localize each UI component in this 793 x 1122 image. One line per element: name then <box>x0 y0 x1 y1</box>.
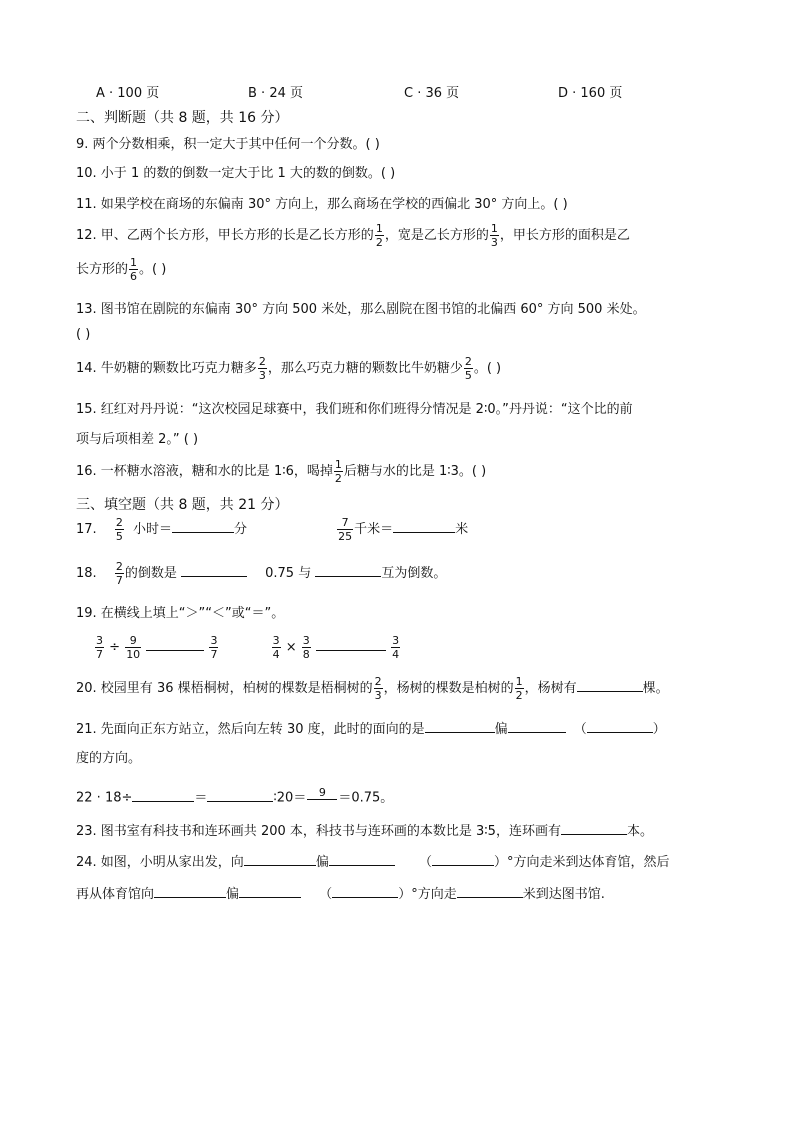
answer-blank[interactable] <box>425 720 495 733</box>
question-12-line2: 长方形的 $\frac{1}{6}$ 。( ) <box>76 256 167 283</box>
question-12-line1: 12. 甲、乙两个长方形，甲长方形的长是乙长方形的 $\frac{1}{2}$ ，宽是乙长方形的 $\frac{1}{3}$ ，甲长方形的面积是乙 <box>76 222 630 249</box>
fraction: $\frac{1}{2}$ <box>375 222 383 249</box>
question-18: 18. $\frac{2}{7}$ 的倒数是 0.75 与 互为倒数。 <box>76 560 447 587</box>
fraction: $\frac{1}{2}$ <box>515 675 523 702</box>
answer-blank[interactable] <box>508 720 566 733</box>
question-21-line2: 度的方向。 <box>76 751 142 766</box>
question-13-line2: ( ) <box>76 327 91 342</box>
fraction: $\frac{3}{8}$ <box>302 634 310 661</box>
question-15-line2: 项与后项相差 2。” ( ) <box>76 432 199 447</box>
section-title-judgement: 二、判断题（共 8 题，共 16 分） <box>76 110 289 126</box>
option-b[interactable]: B · 24 页 <box>248 86 303 101</box>
fraction: $\frac{9}{10}$ <box>126 634 141 661</box>
question-21-line1: 21. 先面向正东方站立，然后向左转 30 度，此时的面向的是 偏 （ ） <box>76 722 666 737</box>
answer-blank[interactable] <box>315 564 381 577</box>
question-23: 23. 图书室有科技书和连环画共 200 本，科技书与连环画的本数比是 3∶5，连环画有 本。 <box>76 824 653 839</box>
answer-blank[interactable] <box>181 564 247 577</box>
question-10: 10. 小于 1 的数的倒数一定大于比 1 大的数的倒数。( ) <box>76 166 396 181</box>
section-title-fill-in: 三、填空题（共 8 题，共 21 分） <box>76 497 289 513</box>
question-11: 11. 如果学校在商场的东偏南 30° 方向上，那么商场在学校的西偏北 30° 方向上。( ) <box>76 197 568 212</box>
question-19-line1: 19. 在横线上填上“＞”“＜”或“＝”。 <box>76 606 285 621</box>
fraction: $\frac{3}{4}$ <box>272 634 280 661</box>
fraction: $\frac{1}{2}$ <box>334 458 342 485</box>
fraction: $\frac{2}{5}$ <box>464 355 472 382</box>
answer-blank[interactable] <box>316 638 386 651</box>
fraction: $\frac{2}{3}$ <box>258 355 266 382</box>
answer-blank[interactable] <box>432 853 494 866</box>
answer-blank[interactable] <box>132 789 194 802</box>
fraction: $\frac{2}{7}$ <box>115 560 123 587</box>
fraction: 9 <box>307 786 337 810</box>
fraction: $\frac{3}{7}$ <box>210 634 218 661</box>
fraction: $\frac{1}{3}$ <box>490 222 498 249</box>
fraction: $\frac{3}{7}$ <box>96 634 103 661</box>
answer-blank[interactable] <box>146 638 204 651</box>
answer-blank[interactable] <box>207 789 273 802</box>
answer-blank[interactable] <box>577 679 643 692</box>
question-13-line1: 13. 图书馆在剧院的东偏南 30° 方向 500 米处，那么剧院在图书馆的北偏西 60° 方向 500 米处。 <box>76 302 646 317</box>
question-17: 17. $\frac{2}{5}$ 小时＝ 分 $\frac{7}{25}$ 千米＝ 米 <box>76 516 469 543</box>
answer-blank[interactable] <box>561 822 627 835</box>
answer-blank[interactable] <box>329 853 395 866</box>
question-22: 22 · 18÷ ＝ ∶20＝ 9 ＝0.75。 <box>76 786 393 810</box>
answer-blank[interactable] <box>332 885 398 898</box>
fraction: $\frac{2}{5}$ <box>115 516 123 543</box>
option-d[interactable]: D · 160 页 <box>558 86 623 101</box>
question-24-line1: 24. 如图，小明从家出发，向 偏 （ ）°方向走米到达体育馆，然后 <box>76 855 670 870</box>
answer-blank[interactable] <box>244 853 316 866</box>
option-c[interactable]: C · 36 页 <box>404 86 460 101</box>
question-16: 16. 一杯糖水溶液，糖和水的比是 1∶6，喝掉 $\frac{1}{2}$ 后糖与水的比是 1∶3。( ) <box>76 458 487 485</box>
fraction: $\frac{1}{6}$ <box>130 256 138 283</box>
question-15-line1: 15. 红红对丹丹说：“这次校园足球赛中，我们班和你们班得分情况是 2∶0。”丹丹说：“这个比的前 <box>76 402 633 417</box>
answer-blank[interactable] <box>154 885 226 898</box>
question-20: 20. 校园里有 36 棵梧桐树，柏树的棵数是梧桐树的 $\frac{2}{3}$ ，杨树的棵数是柏树的 $\frac{1}{2}$ ，杨树有 棵。 <box>76 675 669 702</box>
answer-blank[interactable] <box>172 520 234 533</box>
answer-blank[interactable] <box>587 720 653 733</box>
fraction: $\frac{7}{25}$ <box>338 516 353 543</box>
fraction: $\frac{2}{3}$ <box>374 675 382 702</box>
option-a[interactable]: A · 100 页 <box>96 86 160 101</box>
question-14: 14. 牛奶糖的颗数比巧克力糖多 $\frac{2}{3}$ ，那么巧克力糖的颗数比牛奶糖少 $\frac{2}{5}$ 。( ) <box>76 355 502 382</box>
fraction: $\frac{3}{4}$ <box>392 634 400 661</box>
question-19-expressions: $\frac{3}{7}$ ÷ $\frac{9}{10}$ $\frac{3}{7}$ $\frac{3}{4}$ × $\frac{3}{8}$ $\frac{3}{4}$ <box>96 634 400 661</box>
answer-blank[interactable] <box>457 885 523 898</box>
question-24-line2: 再从体育馆向 偏 （ ）°方向走 米到达图书馆. <box>76 887 605 902</box>
answer-blank[interactable] <box>393 520 455 533</box>
answer-blank[interactable] <box>239 885 301 898</box>
question-9: 9. 两个分数相乘，积一定大于其中任何一个分数。( ) <box>76 137 380 152</box>
